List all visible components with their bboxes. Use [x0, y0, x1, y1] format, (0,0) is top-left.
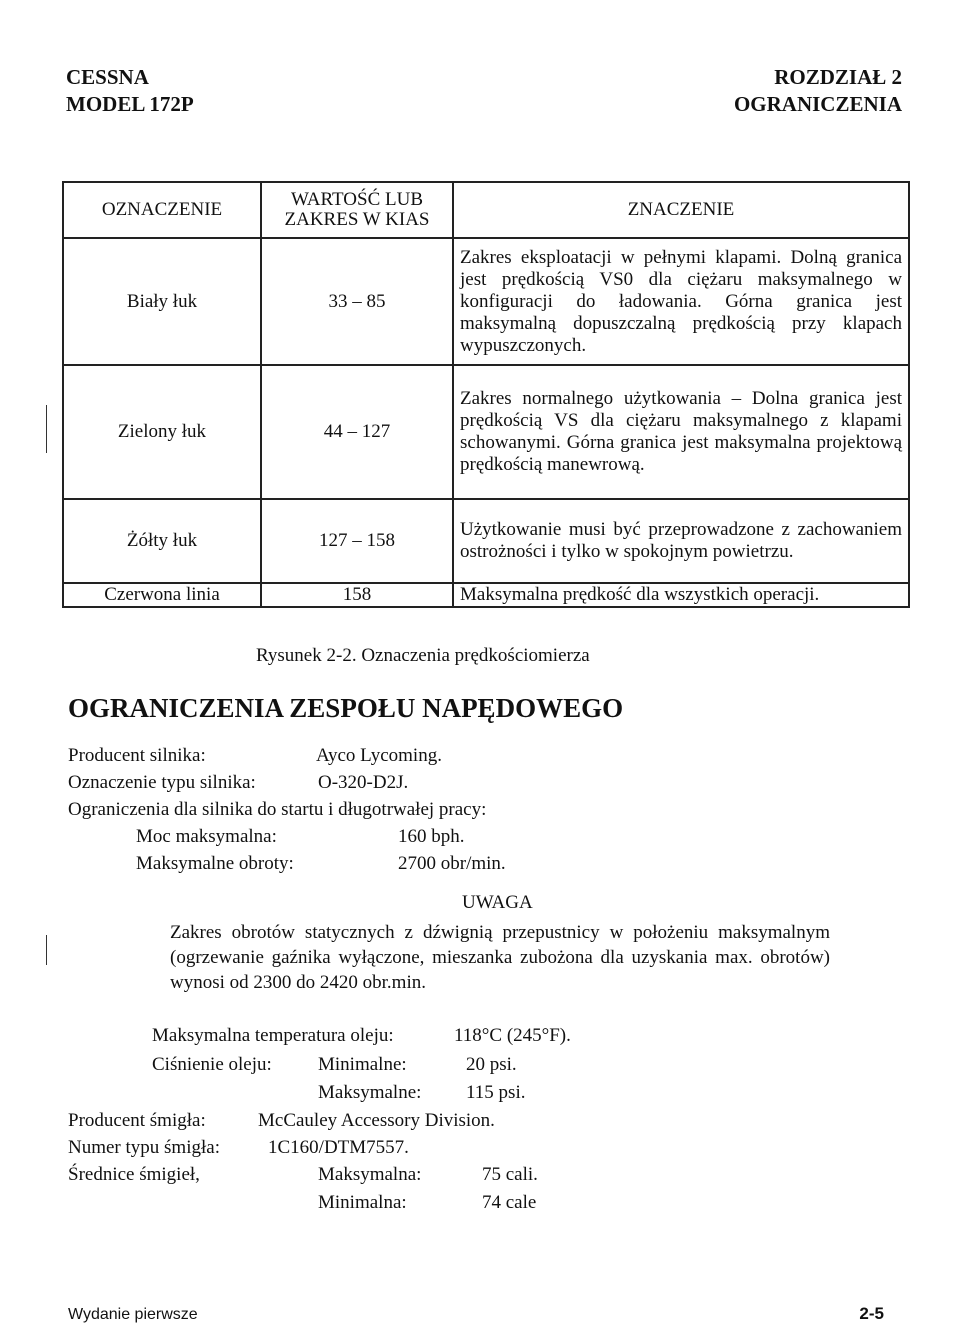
oil-temp-value: 118°C (245°F). [454, 1025, 571, 1046]
engine-power-value: 160 bph. [398, 826, 465, 847]
note-title: UWAGA [462, 892, 533, 913]
engine-rpm-label: Maksymalne obroty: [136, 853, 294, 874]
table-row [63, 499, 909, 583]
propeller-type-label: Numer typu śmigła: [68, 1137, 220, 1158]
header-right [734, 64, 902, 118]
propeller-manufacturer-label: Producent śmigła: [68, 1110, 206, 1131]
table-row [63, 583, 909, 607]
engine-rpm-value: 2700 obr/min. [398, 853, 506, 874]
oil-temp-label: Maksymalna temperatura oleju: [152, 1025, 394, 1046]
oil-min-label: Minimalne: [318, 1054, 407, 1075]
oil-max-label: Maksymalne: [318, 1082, 422, 1103]
engine-type-label: Oznaczenie typu silnika: [68, 772, 256, 793]
page-number: 2-5 [859, 1304, 884, 1323]
marking-cell: Biały łuk [63, 238, 261, 365]
aircraft-make: CESSNA [66, 65, 149, 89]
column-header-value-line1: WARTOŚĆ LUB [290, 189, 424, 210]
chapter-number: ROZDZIAŁ 2 [774, 65, 902, 89]
oil-pressure-label: Ciśnienie oleju: [152, 1054, 272, 1075]
column-header-value [261, 182, 453, 238]
value-cell: 33 – 85 [261, 238, 453, 365]
marking-cell: Żółty łuk [63, 499, 261, 583]
airspeed-markings-table [62, 181, 910, 608]
table-header-row [63, 182, 909, 238]
note-text: Zakres obrotów statycznych z dźwignią przepustnicy w położeniu maksymalnym (ogrzewanie gaźnika wyłączone, mieszanka zubożona dla uzyskania max. obrotów) wynosi od 2300 do 2420 obr.min. [170, 922, 830, 993]
chapter-title: OGRANICZENIA [733, 92, 902, 116]
meaning-cell: Maksymalna prędkość dla wszystkich operacji. [453, 583, 909, 607]
marking-cell: Zielony łuk [63, 365, 261, 499]
propeller-max-value: 75 cali. [482, 1164, 538, 1185]
header-left [66, 64, 194, 118]
revision-mark [46, 405, 47, 453]
propeller-min-label: Minimalna: [318, 1192, 407, 1213]
revision-mark [46, 935, 47, 965]
section-title: OGRANICZENIA ZESPOŁU NAPĘDOWEGO [68, 693, 624, 723]
engine-power-label: Moc maksymalna: [136, 826, 277, 847]
engine-manufacturer-label: Producent silnika: [68, 745, 206, 766]
meaning-cell: Użytkowanie musi być przeprowadzone z zachowaniem ostrożności i tylko w spokojnym powietrzu. [453, 499, 909, 583]
table-row [63, 365, 909, 499]
value-cell: 127 – 158 [261, 499, 453, 583]
propeller-max-label: Maksymalna: [318, 1164, 422, 1185]
figure-caption: Rysunek 2-2. Oznaczenia prędkościomierza [256, 645, 590, 666]
propeller-manufacturer-value: McCauley Accessory Division. [258, 1110, 495, 1131]
oil-min-value: 20 psi. [466, 1054, 517, 1075]
column-header-marking: OZNACZENIE [63, 182, 261, 238]
engine-manufacturer-value: Ayco Lycoming. [316, 745, 442, 766]
propeller-diameter-label: Średnice śmigieł, [68, 1164, 200, 1185]
propeller-min-value: 74 cale [482, 1192, 537, 1213]
value-cell: 44 – 127 [261, 365, 453, 499]
column-header-value-line2: ZAKRES W KIAS [284, 209, 430, 230]
propeller-type-value: 1C160/DTM7557. [268, 1137, 409, 1158]
engine-type-value: O-320-D2J. [318, 772, 409, 793]
column-header-meaning: ZNACZENIE [453, 182, 909, 238]
aircraft-model: MODEL 172P [66, 92, 194, 116]
value-cell: 158 [261, 583, 453, 607]
marking-cell: Czerwona linia [63, 583, 261, 607]
edition-label: Wydanie pierwsze [68, 1306, 198, 1323]
oil-max-value: 115 psi. [466, 1082, 526, 1103]
meaning-cell: Zakres normalnego użytkowania – Dolna granica jest prędkością VS dla ciężaru maksymalnego z klapami schowanymi. Górna granica jest maksymalna projektową prędkością manewrową. [453, 365, 909, 499]
table-row [63, 238, 909, 365]
engine-limits-label: Ograniczenia dla silnika do startu i długotrwałej pracy: [68, 799, 487, 820]
meaning-cell: Zakres eksploatacji w pełnymi klapami. Dolną granica jest prędkością VS0 dla ciężaru maksymalnego w konfiguracji do ładowania. Górna granica jest maksymalną dopuszczalną prędkością przy klapach wypuszczonych. [453, 238, 909, 365]
